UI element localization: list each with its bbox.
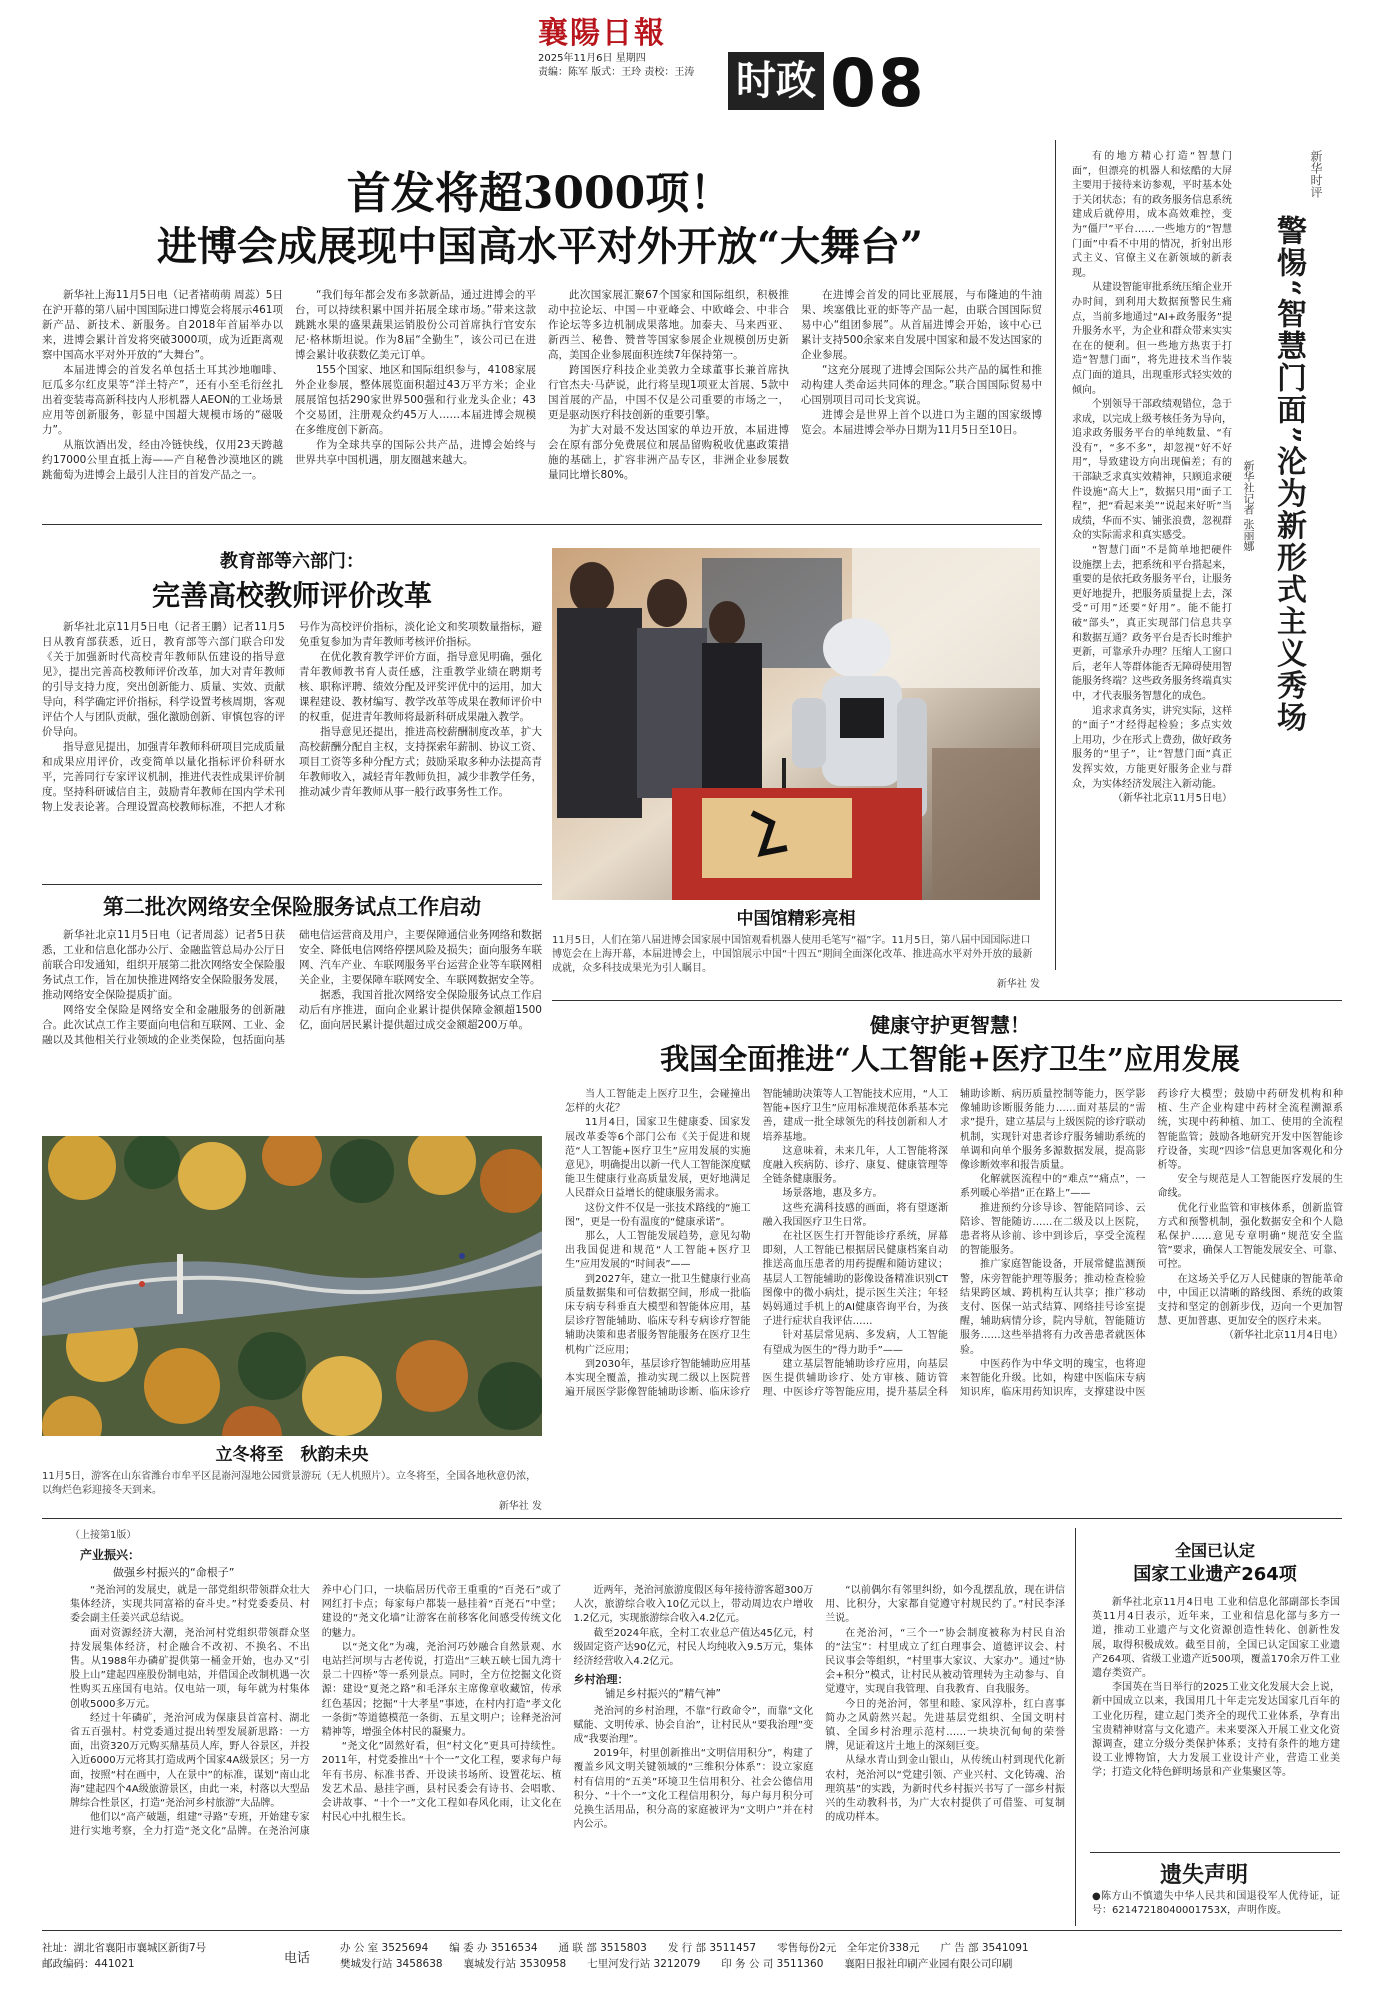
paragraph: 指导意见提出，加强青年教师科研项目完成质量和成果应用评价，改变简单以量化指标评价科研水平，完善同行专家评议机制，推进代表性成果评价制度。坚持科研诚信自主，鼓励青年教师在国内学术刊物上发表论著。合理设置高校教师标准，不把人才称号作为高校评价指标，淡化论文和奖项数量指标，避免重复参加为青年教师考核评价指标。 xyxy=(42,621,542,813)
paragraph: 场景落地，惠及多方。 xyxy=(782,1188,883,1200)
paragraph: 从绿水青山到金山银山，从传统山村到现代化新农村，尧治河以“党建引领、产业兴村、文化铸魂、治理筑基”的实践，为新时代乡村振兴书写了一部乡村振兴的生动教科书，为广大农村提供了可借鉴、可复制的成功样本。 xyxy=(825,1755,1065,1824)
paragraph: 11月4日，国家卫生健康委、国家发展改革委等6个部门公布《关于促进和规范“人工智能+医疗卫生”应用发展的实施意见》，明确提出以新一代人工智能深度赋能卫生健康行业高质量发展，更好地满足人民群众日益增长的健康服务需求。 xyxy=(565,1117,751,1200)
divider xyxy=(42,1518,1342,1519)
paragraph: 推进预约分诊导诊、智能陪同诊、云陪诊、智能随访……在二级及以上医院，患者将从诊前、诊中到诊后，享受全流程的智能服务。 xyxy=(960,1202,1146,1257)
lost-notice-body: ●陈方山不慎遗失中华人民共和国退役军人优待证，证号：62147218040001753X，声明作废。 xyxy=(1092,1891,1340,1916)
paragraph: 经过十年磷矿，尧治河成为保康县首富村、湖北省五百强村。村党委通过提出转型发展新思路：一方面，出资320万元购买鼎基员人库，野人谷景区，并投入近6000万元将其打造成两个国家4A级景区；另一方面，按照“村在画中，人在景中”的标准，谋划“南山北海”建起四个4A级旅游景区，由此一来，村落以大型品牌综合性景区，打造“尧治河乡村旅游”大品牌。 xyxy=(70,1712,310,1810)
section-label: 时政 xyxy=(728,52,824,110)
edu-title: 完善高校教师评价改革 xyxy=(151,579,432,612)
footer-phone-label: 电话 xyxy=(284,1951,311,1966)
paragraph: 这份文件不仅是一张技术路线的“施工图”，更是一份有温度的“健康承诺”。 xyxy=(565,1202,751,1228)
paragraph: 新华社北京11月5日电（记者周蕊）记者5日获悉，工业和信息化部办公厅、金融监管总局办公厅日前联合印发通知，组织开展第二批次网络安全保险服务试点工作，旨在加快推进网络安全保险服务发展，推动网络安全保险提质扩面。 xyxy=(42,929,285,1001)
paragraph: 在这场关乎亿万人民健康的智能革命中，中国正以清晰的路线图、系统的政策支持和坚定的创新步伐，迈向一个更加智慧、更加普惠、更加安全的医疗未来。 xyxy=(1157,1273,1343,1328)
paragraph: 新华社上海11月5日电（记者褚萌萌 周蕊）5日在沪开幕的第八届中国国际进口博览会将展示461项新产品、新技术、新服务。自2018年首届举办以来，进博会累计首发将突破3000项，成为近距离观察中国高水平对外开放的“大舞台”。 xyxy=(42,289,283,361)
rural-subhead-2-sub: 铺足乡村振兴的“精气神” xyxy=(605,1688,721,1701)
rural-subhead-2: 乡村治理： xyxy=(573,1673,629,1687)
autumn-aerial-photo xyxy=(42,1136,542,1436)
expo-photo-title: 中国馆精彩亮相 xyxy=(736,909,856,929)
paragraph: “智慧门面”不是简单地把硬件设施摆上去，把系统和平台搭起来，重要的是依托政务服务平台，让服务更好地提升，把服务质量提上去，深受“可用”还要“好用”。能不能打破“部头”，真正实现部门信息共享和数据互通？政务平台是否长时维护更新，可靠承升办理？压缩人工窗口后，老年人等群体能否无障碍使用智能服务终端？这些政务服务终端真实中，才代表服务智慧化的成色。 xyxy=(1072,545,1232,702)
lead-article-body xyxy=(42,288,1042,510)
paragraph: 追求求真务实，讲究实际，这样的“面子”才经得起检验；多点实效上用功，少在形式上费劲，做好政务服务的“里子”，让“智慧门面”真正发挥实效，方能更好服务企业与群众，为实体经济发展注入新动能。 xyxy=(1072,705,1232,790)
cyber-title: 第二批次网络安全保险服务试点工作启动 xyxy=(103,894,481,919)
paragraph: 化解就医流程中的“难点”“痛点”，一系列暖心举措“正在路上”—— xyxy=(960,1174,1146,1200)
paragraph: 有的地方精心打造“智慧门面”，但漂亮的机器人和炫酷的大屏主要用于接待来访参观，平时基本处于关闭状态；有的政务服务信息系统建成后就停用，成本高效难控，变为“僵尸”平台……一些地方的“智慧门面”中看不中用的情况，折射出形式主义、官僚主义在新领域的新表现。 xyxy=(1072,151,1232,279)
paragraph: 跨国医疗科技企业美敦力全球董事长兼首席执行官杰夫·马萨说，此行将呈现1项亚太首展、5款中国首展的产品，中国不仅是公司重要的市场之一，更是驱动医疗科技创新的重要引擎。 xyxy=(548,364,789,421)
paragraph: 今日的尧治河，邻里和睦、家风淳朴，红白喜事简办之风蔚然兴起。先进基层党组织、全国文明村镇、全国乡村治理示范村……一块块沉甸甸的荣誉牌，见证着这片土地上的深刻巨变。 xyxy=(825,1698,1065,1753)
expo-robot-photo xyxy=(552,548,1040,900)
commentary-byline: 新华社记者 张丽娜 xyxy=(1242,460,1255,552)
paragraph: 针对基层常见病、多发病，人工智能有望成为医生的“得力助手”—— xyxy=(762,1330,948,1356)
expo-photo-caption: 11月5日，人们在第八届进博会国家展中国馆观看机器人使用毛笔写“福”字。11月5日，第八届中国国际进口博览会在上海开幕，本届进博会上，中国馆展示中国“十四五”期间全面深化改革、推进高水平对外开放的最新成就，众多科技成果光为引人瞩目。 xyxy=(552,935,1033,974)
commentary-tag: 新华时评 xyxy=(1309,150,1323,198)
cyber-article-body xyxy=(42,928,542,1120)
paragraph: 建立基层智能辅助诊疗应用，向基层医生提供辅助诊疗、处方审核、随访管理、中医诊疗等智能应用，提升基层全科辅助诊断、病历质量控制等能力，医学影像辅助诊断服务能力……面对基层的“需求”提升，建立基层与上级医院的诊疗联动机制，实现针对患者诊疗服务辅助系统的单调和向单个服务多源数据发展，提高影像诊断效率和报告质量。 xyxy=(762,1089,1146,1399)
robot-calligraphy-photo xyxy=(552,548,1040,900)
industrial-title-line2: 国家工业遗产264项 xyxy=(1133,1564,1297,1585)
rural-subhead-1-sub: 做强乡村振兴的“命根子” xyxy=(113,1566,235,1579)
ai-health-article-body xyxy=(565,1088,1343,1428)
divider xyxy=(42,524,1042,525)
paragraph: 从瓶饮酒出发，经由冷链快线，仅用23天跨越约17000公里直抵上海——产自秘鲁沙漠地区的跳跳葡萄为进博会上最引人注目的首发产品之一。 xyxy=(42,439,283,481)
edu-kicker: 教育部等六部门： xyxy=(220,551,364,572)
paragraph: 他们以“高产破题，组建“寻路”专班，开始建专家进行实地考察，全力打造“尧文化”品牌。在尧治河康养中心门口，一块临居历代帝王重重的“百尧石”或了网红打卡点；每家每户都装一悬挂着“百尧石”中堂；建设的“尧文化墙”让游客在前移客化间感受传统文化的魅力。 xyxy=(70,1585,562,1838)
paragraph: 在优化教育教学评价方面，指导意见明确，强化青年教师教书育人责任感，注重教学业绩在聘期考核、职称评聘、绩效分配及评奖评优中的运用，加大课程建设、教材编写、教学改革等成果在教师评价中的权重，促进青年教师将最新科研成果融入教学。 xyxy=(299,651,542,723)
paragraph: 到2027年，建立一批卫生健康行业高质量数据集和可信数据空间，形成一批临床专病专科垂直大模型和智能体应用，基层诊疗智能辅助、临床专科专病诊疗智能辅助决策和患者服务智能服务在医疗卫生机构广泛应用； xyxy=(565,1273,751,1356)
page-number: 08 xyxy=(830,45,926,122)
paragraph: “我们每年都会发布多款新品，通过进博会的平台，可以持续积累中国并拓展全球市场。”带来这款跳跳水果的盛果蔬果运销股份公司首席执行官安东尼·格林斯坦说。作为8届“全勤生”，该公司已在进博会累计收获数亿美元订单。 xyxy=(295,289,536,361)
paragraph: 155个国家、地区和国际组织参与，4108家展外企业参展，整体展览面积超过43万平方米；企业展展馆包括290家世界500强和行业龙头企业；43个交易团，注册观众约45万人……本届进博会规模在多维度创下新高。 xyxy=(295,364,536,436)
newspaper-logo: 襄陽日報 xyxy=(538,16,666,51)
paragraph: 在社区医生打开智能诊疗系统，屏幕即刻，人工智能已根据居民健康档案自动推送高血压患者的用药提醒和随访建议；基层人工智能辅助的影像设备精准识别CT图像中的微小病灶，提示医生关注；年轻妈妈通过手机上的AI健康咨询平台，为孩子进行症状自我评估…… xyxy=(762,1231,948,1328)
paragraph: 为扩大对最不发达国家的单边开放，本届进博会在原有部分免费展位和展品留购税收优惠政策措施的基础上，扩容非洲产品专区，非洲企业参展数量同比增长80%。 xyxy=(548,424,789,481)
rural-subhead-1: 产业振兴： xyxy=(80,1548,141,1562)
paragraph: 李国英在当日举行的2025工业文化发展大会上说，新中国成立以来，我国用几十年走完发达国家几百年的工业化历程，建立起门类齐全的现代工业体系，孕育出宝贵精神财富与文化遗产。未来要深入开展工业文化资源调查，建立分级分类保护体系；支持有条件的地方建设工业博物馆，大力发展工业设计产业，营造工业美学；打造文化特色鲜明场景和产业集聚区等。 xyxy=(1092,1682,1340,1779)
paragraph: 尧治河的乡村治理，不靠“行政命令”，而靠“文化赋能、文明传承、协会自治”，让村民从“要我治理”变成“我要治理”。 xyxy=(573,1705,814,1746)
paragraph: 在尧治河，“三个一”协会制度被称为村民自治的“法宝”：村里成立了红白理事会、道德评议会、村民议事会等组织，“村里事大家议、大家办”。通过“协会+积分”模式，让村民从被动管理转为主动参与、自觉遵守，实现自我管理、自我教育、自我服务。 xyxy=(825,1627,1065,1696)
paragraph: 当人工智能走上医疗卫生，会碰撞出怎样的火花？ xyxy=(565,1089,751,1115)
commentary-title: 警惕“智慧门面”沦为新形式主义秀场 xyxy=(1271,215,1306,734)
paragraph: 网络安全保险是网络安全和金融服务的创新融合。此次试点工作主要面向电信和互联网、工业、金融以及其他相关行业领域的企业类保险，包括面向基础电信运营商及用户，主要保障通信业务网络和数据安全、降低电信网络停摆风险及损失；面向服务车联网、汽车产业、车联网服务平台运营企业等车联网相关企业，主要保障车联网安全、车联网数据安全等。 xyxy=(42,929,542,1046)
paragraph: 据悉，我国首批次网络安全保险服务试点工作启动后有序推进，面向企业累计提供保障金额超1500亿，面向居民累计提供超过成交金额超200万单。 xyxy=(299,989,542,1031)
paragraph: “这充分展现了进博会国际公共产品的属性和推动构建人类命运共同体的理念。”联合国国际贸易中心国别项目司司长戈宾说。 xyxy=(801,364,1042,406)
paragraph: 那么，人工智能发展趋势，意见勾勒出我国促进和规范“人工智能+医疗卫生”应用发展的“时间表”—— xyxy=(565,1231,751,1271)
editor-credits: 责编：陈军 版式：王玲 责校：王涛 xyxy=(538,67,695,78)
autumn-photo-title: 立冬将至 秋韵未央 xyxy=(215,1445,369,1465)
commentary-body xyxy=(1072,150,1232,962)
industrial-title-line1: 全国已认定 xyxy=(1174,1541,1255,1560)
footer-rule xyxy=(42,1930,1342,1931)
lead-title-line1: 首发将超3000项！ xyxy=(346,168,734,219)
paragraph: 作为全球共享的国际公共产品，进博会始终与世界共享中国机遇，朋友圈越来越大。 xyxy=(295,439,536,466)
paragraph: 新华社北京11月4日电 工业和信息化部副部长李国英11月4日表示，近年来，工业和信息化部与多方一道，推动工业遗产与文化资源创造性转化、创新性发展，取得积极成效。截至目前，全国已认定国家工业遗产264项、省级工业遗产近500项，覆盖170余万件工业遗存类资产。 xyxy=(1092,1597,1340,1680)
lost-notice-title: 遗失声明 xyxy=(1160,1863,1249,1888)
paragraph: 以“尧文化”为魂，尧治河巧妙融合自然景观、水电站拦河坝与古老传说，打造出“三峡五峡七国九湾十景二十四桥”等一系列景点。同时，全方位挖掘文化资源：建设“夏尧之路”和毛泽东主席像章收藏馆，传承红色基因；挖掘“十大孝星”事迹，在村内打造“孝文化一条街”等道德模范一条街、五星文明户；诠释尧治河精神等，增强全体村民的凝聚力。 xyxy=(321,1641,562,1739)
paragraph: 中医药作为中华文明的瑰宝，也将迎来智能化升级。比如，构建中医临床专病知识库，临床用药知识库，支撑建设中医药诊疗大模型；鼓励中药研发机构和种植、生产企业构建中药材全流程溯源系统，实现中药种植、加工、使用的全流程智能监管；鼓励各地研究开发中医智能诊疗设备，实现“四诊”信息更加客观化和分析等。 xyxy=(960,1089,1343,1399)
paragraph: 新华社北京11月5日电（记者王鹏）记者11月5日从教育部获悉，近日，教育部等六部门联合印发《关于加强新时代高校青年教师队伍建设的指导意见》，提出完善高校教师评价改革，加大对青年教师的引导支持力度，突出创新能力、质量、实效、贡献导向，科学确定评价指标，科学设置考核周期，客观评估个人与团队贡献，强化激励创新、审慎包容的评价导向。 xyxy=(42,621,285,738)
paragraph: 这些充满科技感的画面，将有望逐渐融入我国医疗卫生日常。 xyxy=(762,1202,948,1228)
paragraph: “以前偶尔有邻里纠纷，如今乱摆乱放，现在讲信用、比积分，大家都自觉遵守村规民约了。”村民李泽兰说。 xyxy=(825,1585,1065,1625)
paragraph: 从建设智能审批系统压缩企业开办时间，到利用大数据预警民生痛点，当前多地通过“AI+政务服务”提升服务水平，为企业和群众带来实实在在的便利。但一些地方热衷于打造“智慧门面”，将先进技术当作装点门面的道具，出现重形式轻实效的倾向。 xyxy=(1072,282,1232,396)
autumn-photo-credit: 新华社 发 xyxy=(498,1501,542,1512)
footer-address: 社址：湖北省襄阳市襄城区新街7号 xyxy=(42,1942,207,1954)
paragraph: 推广家庭智能设备，开展常健监测预警，床旁智能护理等服务；推动检查检验结果跨区域、跨机构互认共享；推广移动支付、医保一站式结算、网络挂号诊室提醒，辅助病情分诊，院内导航，智能随访服务……这些举措将有力改善患者就医体验。 xyxy=(960,1259,1146,1356)
autumn-photo-caption: 11月5日，游客在山东省潍台市牟平区昆嵛河湿地公园赏景游玩（无人机照片）。立冬将至，全国各地秋意仍浓，以绚烂色彩迎接冬天到来。 xyxy=(42,1471,537,1496)
paragraph: 近两年，尧治河旅游度假区每年接待游客超300万人次，旅游综合收入10亿元以上，带动周边农户增收1.2亿元，实现旅游综合收入4.2亿元。 xyxy=(573,1585,814,1625)
ai-health-title: 我国全面推进“人工智能+医疗卫生”应用发展 xyxy=(660,1042,1240,1076)
paragraph: 进博会是世界上首个以进口为主题的国家级博览会。本届进博会举办日期为11月5日至10日。 xyxy=(801,409,1042,436)
footer-phones-line1: 办 公 室 3525694 编 委 办 3516534 通 联 部 3515803 发 行 部 3511457 零售每份2元 全年定价338元 广 告 部 3541091 xyxy=(340,1942,1029,1954)
wetland-park-photo xyxy=(42,1136,542,1436)
rural-article-body xyxy=(70,1584,1065,1920)
edu-article-body xyxy=(42,620,542,878)
masthead xyxy=(538,8,718,80)
industrial-article-body xyxy=(1092,1596,1340,1846)
divider xyxy=(552,1000,1342,1001)
paragraph: 截至2024年底，全村工农业总产值达45亿元，村级固定资产达90亿元，村民人均纯收入9.5万元，集体经济经营收入4.2亿元。 xyxy=(573,1627,814,1668)
paragraph: 到2030年，基层诊疗智能辅助应用基本实现全覆盖，推动实现二级以上医院普遍开展医学影像智能辅助诊断、临床诊疗智能辅助决策等人工智能技术应用，“人工智能+医疗卫生”应用标准规范体系基本完善，建成一批全球领先的科技创新和人才培养基地。 xyxy=(565,1089,948,1399)
paragraph: 面对资源经济大潮，尧治河村党组织带领群众坚持发展集体经济，村企融合不改初、不换名、不出售。从1988年办磷矿提供第一桶金开始，也办又“引股上山”建起四座股份制电站，并借国企改制机遇一次性购买五座国有电站。仅电站一项，每年就为村集体创收5000多万元。 xyxy=(70,1627,310,1710)
paragraph: 本届进博会的首发名单包括土耳其沙地咖啡、厄瓜多尔红皮果等“洋土特产”，还有小至毛衍丝扎出着变装毒高新科技内人形机器人AEON的工业场景应用等创新服务，彰显中国超大规模市场的“磁吸力”。 xyxy=(42,364,283,436)
expo-photo-credit: 新华社 发 xyxy=(996,979,1040,990)
column-divider xyxy=(1055,140,1056,970)
dateline: （新华社北京11月5日电） xyxy=(1112,793,1232,805)
paragraph: 优化行业监管和审核体系，创新监管方式和预警机制，强化数据安全和个人隐私保护……意见专章明确“规范安全监管”要求，确保人工智能发展安全、可靠、可控。 xyxy=(1157,1202,1343,1271)
paragraph: 在进博会首发的同比亚展展，与布隆迪的牛油果、埃塞俄比亚的虾等产品一起，由联合国国际贸易中心“组团参展”。从首届进博会开始，该中心已累计支持500余家来自发展中国家和最不发达国家的企业参展。 xyxy=(801,289,1042,361)
paragraph: 指导意见还提出，推进高校薪酬制度改革，扩大高校薪酬分配自主权，支持探索年薪制、协议工资、项目工资等多种分配方式；鼓励采取多种办法提高青年教师收入，减轻青年教师负担，减少非教学任务，推动减少青年教师从事一般行政事务性工作。 xyxy=(299,726,542,798)
footer-postcode: 邮政编码：441021 xyxy=(42,1958,135,1970)
continued-marker: （上接第1版） xyxy=(70,1530,137,1541)
paragraph: 安全与规范是人工智能医疗发展的生命线。 xyxy=(1157,1174,1343,1200)
paragraph: 2019年，村里创新推出“文明信用积分”，构建了覆盖乡风文明关键领域的“三维积分体系”：设立家庭村有信用的“五美”环境卫生信用积分、社会公德信用积分、“十个一”文化工程信用积分，每户每月积分可兑换生活用品，积分高的家庭被评为“文明户”并在村内公示。 xyxy=(573,1748,814,1831)
issue-date: 2025年11月6日 星期四 xyxy=(538,53,646,64)
divider xyxy=(42,884,542,885)
dateline: （新华社北京11月4日电） xyxy=(1223,1330,1343,1342)
paragraph: 个别领导干部政绩观错位，急于求成，以完成上级考核任务为导向，追求政务服务平台的单纯数量、“有没有”，“多不多”，却忽视“好不好用”，导致建设方向出现偏差；有的干部缺乏求真实效精神，只顾追求硬件设施“高大上”，数据只用“面子工程”，把“看起来美”“说起来好听”当成绩，华而不实、铺张浪费，忽视群众的实际需求和真实感受。 xyxy=(1072,399,1232,542)
ai-health-kicker: 健康守护更智慧！ xyxy=(870,1013,1030,1037)
divider xyxy=(1090,1852,1340,1853)
footer-phones-line2: 樊城发行站 3458638 襄城发行站 3530958 七里河发行站 3212079 印 务 公 司 3511360 襄阳日报社印刷产业园有限公司印刷 xyxy=(340,1958,1013,1970)
paragraph: “尧治河的发展史，就是一部党组织带领群众壮大集体经济，实现共同富裕的奋斗史。”村党委委员、村委会副主任姜兴武总结说。 xyxy=(70,1585,310,1625)
paragraph: 这意味着，未来几年，人工智能将深度融入疾病防、诊疗、康复、健康管理等全链条健康服务。 xyxy=(762,1145,948,1186)
paragraph: 此次国家展汇聚67个国家和国际组织，积极推动中拉论坛、中国－中亚峰会、中欧峰会、中非合作论坛等多边机制成果落地。加泰夫、马来西亚、新西兰、秘鲁、赞普等国家参展企业规模创历史新高，美国企业参展面积连续7年保持第一。 xyxy=(548,289,789,361)
paragraph: “尧文化”固然好看，但“村文化”更具可持续性。2011年，村党委推出“十个一”文化工程，要求每户每年有书房、标准书香、开设读书场所、设置花坛、植发艺术品、悬挂字画，县村民委会有诗书、会唱歌、会讲故事、“十个一”文化工程如春风化雨，让文化在村民心中扎根生长。 xyxy=(321,1741,562,1824)
column-divider xyxy=(1075,1528,1076,1926)
lead-title-line2: 进博会成展现中国高水平对外开放“大舞台” xyxy=(156,223,923,270)
